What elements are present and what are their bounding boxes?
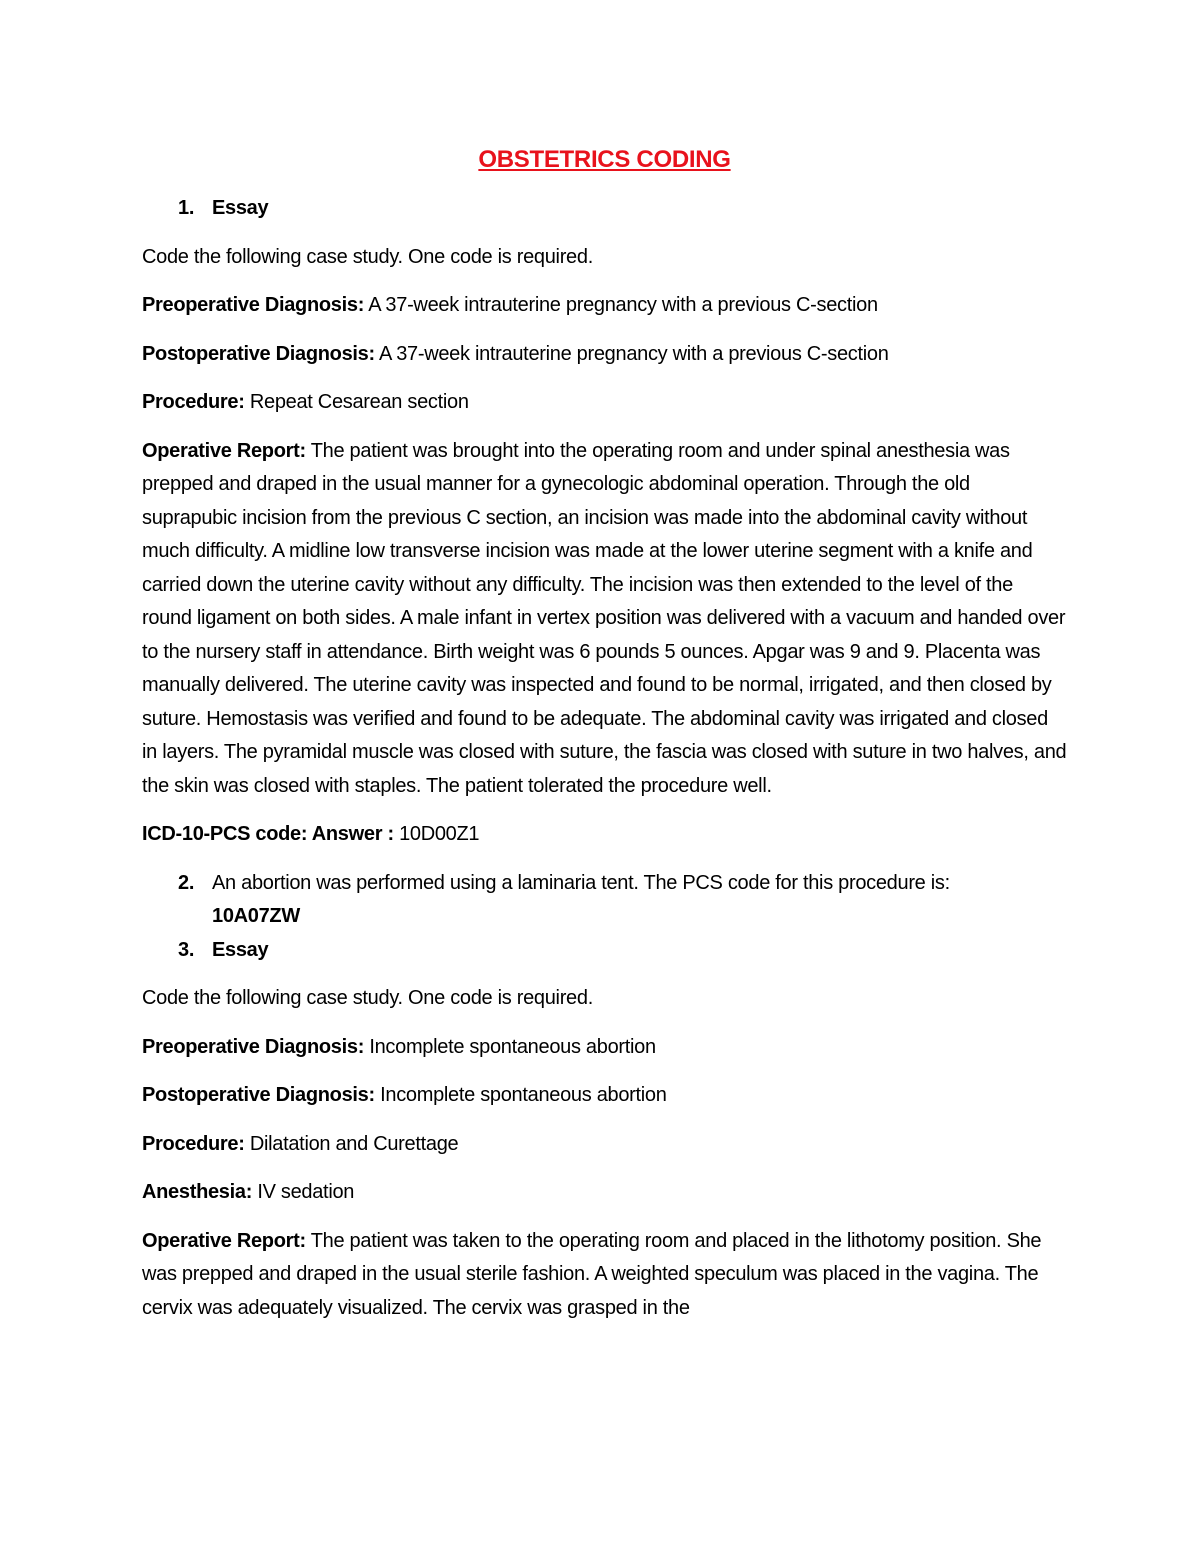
- q3-operative-report: [142, 1225, 1067, 1326]
- q1-code-label: ICD-10-PCS code: Answer :: [142, 823, 394, 845]
- q1-postoperative-diagnosis: [142, 338, 1067, 372]
- q3-report-label: Operative Report:: [142, 1229, 306, 1252]
- q1-proc-value: Repeat Cesarean section: [244, 391, 469, 413]
- q3-procedure: [142, 1128, 1067, 1162]
- question-3-heading: [142, 934, 1067, 968]
- q3-anesthesia: [142, 1176, 1067, 1210]
- question-2-body: [212, 867, 1067, 934]
- q1-code-value: 10D00Z1: [393, 823, 480, 845]
- question-1-heading: [142, 192, 1067, 226]
- q1-pre-value: A 37-week intrauterine pregnancy with a previous C-section: [364, 294, 878, 316]
- q1-post-label: Postoperative Diagnosis:: [142, 342, 375, 365]
- q1-report-label: Operative Report:: [142, 439, 306, 462]
- q1-operative-report: [142, 435, 1067, 804]
- q3-post-value: Incomplete spontaneous abortion: [374, 1084, 667, 1106]
- q3-post-label: Postoperative Diagnosis:: [142, 1084, 375, 1106]
- q1-proc-label: Procedure:: [142, 391, 245, 413]
- q1-preoperative-diagnosis: [142, 289, 1067, 323]
- q3-preoperative-diagnosis: [142, 1031, 1067, 1065]
- q3-pre-label: Preoperative Diagnosis:: [142, 1035, 365, 1058]
- question-2: [142, 867, 1067, 934]
- q1-pre-label: Preoperative Diagnosis:: [142, 294, 365, 316]
- question-1-instruction: Code the following case study. One code is required.: [142, 245, 593, 268]
- question-3-number: 3.: [178, 938, 195, 961]
- q3-pre-value: Incomplete spontaneous abortion: [364, 1035, 656, 1058]
- q1-procedure: [142, 386, 1067, 420]
- question-2-number: 2.: [178, 871, 195, 894]
- q3-proc-value: Dilatation and Curettage: [244, 1132, 459, 1155]
- question-1-title: Essay: [212, 197, 269, 219]
- question-3-instruction: Code the following case study. One code is required.: [142, 987, 593, 1009]
- q1-report-value: The patient was brought into the operating room and under spinal anesthesia was prepped and draped in the usual manner for a gynecologic abdominal operation. Through the old suprapubic incision from the previous C section, an incision was made into the abdominal cavity without much difficulty. A midline low transverse incision was made at the lower uterine segment with a knife and carried down the uterine cavity without any difficulty. The incision was then extended to the level of the round ligament on both sides. A male infant in vertex position was delivered with a vacuum and handed over to the nursery staff in attendance. Birth weight was 6 pounds 5 ounces. Apgar was 9 and 9. Placenta was manually delivered. The uterine cavity was inspected and found to be normal, irrigated, and then closed by suture. Hemostasis was verified and found to be adequate. The abdominal cavity was irrigated and closed in layers. The pyramidal muscle was closed with suture, the fascia was closed with suture in two halves, and the skin was closed with staples. The patient tolerated the procedure well.: [142, 439, 1067, 797]
- q3-postoperative-diagnosis: [142, 1079, 1067, 1113]
- q3-anes-value: IV sedation: [252, 1181, 355, 1203]
- q1-code-answer: [142, 818, 1067, 852]
- question-1-number: 1.: [178, 197, 195, 219]
- q3-anes-label: Anesthesia:: [142, 1181, 253, 1203]
- document-page: [142, 140, 1067, 1340]
- document-title: OBSTETRICS CODING: [478, 146, 731, 173]
- q3-report-value: The patient was taken to the operating room and placed in the lithotomy position. She was prepped and draped in the usual sterile fashion. A weighted speculum was placed in the vagina. The cervix was adequately visualized. The cervix was grasped in the: [142, 1229, 1042, 1319]
- q1-post-value: A 37-week intrauterine pregnancy with a previous C-section: [374, 342, 889, 365]
- question-2-answer: 10A07ZW: [212, 905, 300, 927]
- question-3-title: Essay: [212, 938, 269, 961]
- q3-proc-label: Procedure:: [142, 1132, 245, 1155]
- question-2-text: An abortion was performed using a laminaria tent. The PCS code for this procedure is:: [212, 871, 950, 894]
